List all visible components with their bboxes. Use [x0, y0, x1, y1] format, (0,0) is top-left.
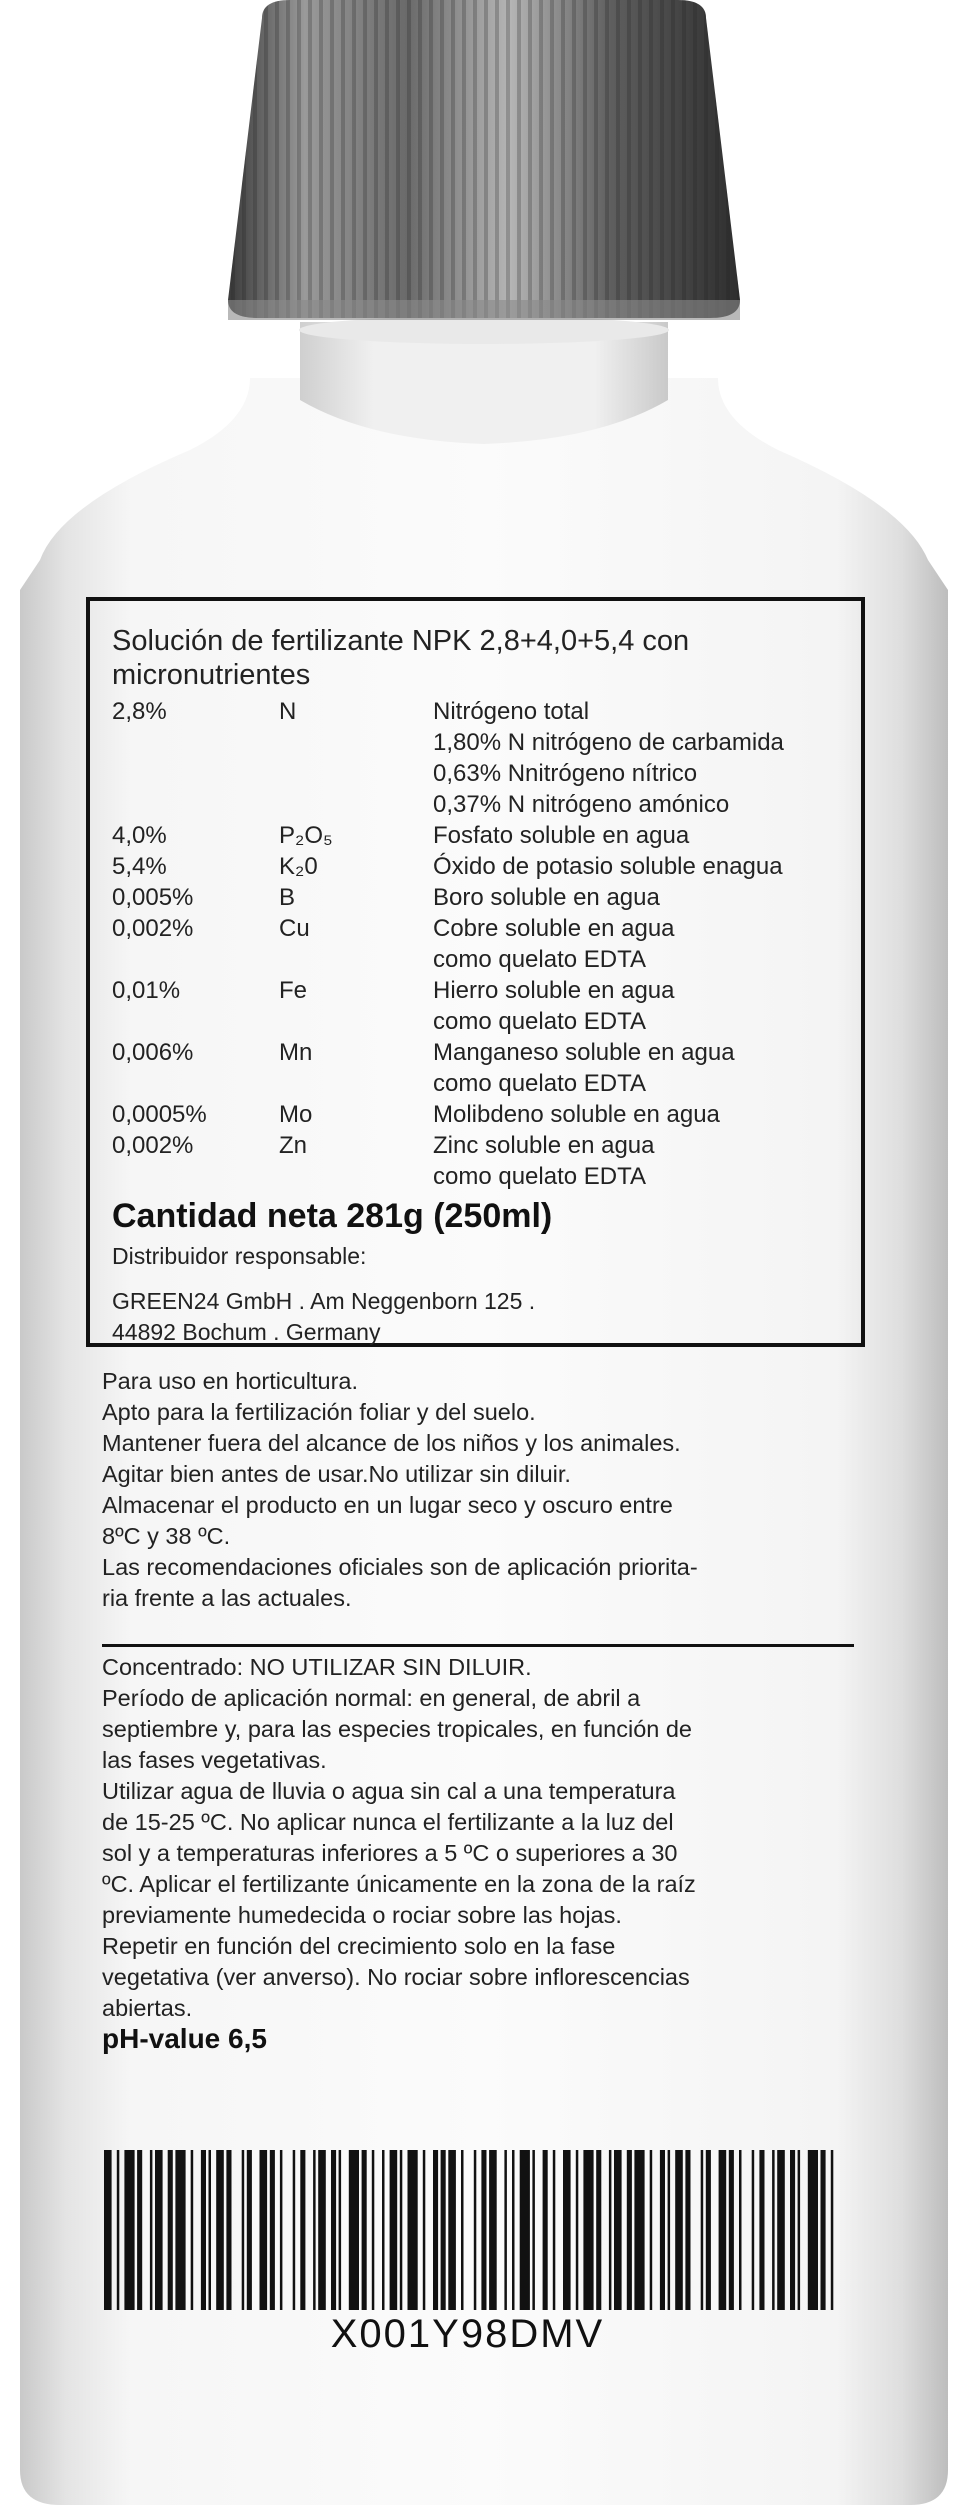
application-line: las fases vegetativas.: [102, 1747, 327, 1773]
barcode-bar: [481, 2150, 486, 2310]
barcode-bar: [382, 2150, 385, 2310]
usage-line: Para uso en horticultura.: [102, 1368, 359, 1394]
barcode-bar: [461, 2150, 464, 2310]
barcode-bar: [739, 2150, 742, 2310]
barcode-bar: [293, 2150, 296, 2310]
barcode-bar: [706, 2150, 711, 2310]
barcode-bar: [313, 2150, 316, 2310]
barcode-bar: [280, 2150, 283, 2310]
barcode-bar: [553, 2150, 556, 2310]
barcode-bar: [117, 2150, 120, 2310]
barcode-bar: [563, 2150, 571, 2310]
barcode-bar: [808, 2150, 818, 2310]
usage-line: Apto para la fertilización foliar y del suelo.: [102, 1399, 536, 1425]
barcode-bar: [614, 2150, 622, 2310]
barcode-bar: [520, 2150, 530, 2310]
barcode-bar: [209, 2150, 212, 2310]
barcode-bar: [155, 2150, 163, 2310]
barcode-bar: [489, 2150, 497, 2310]
product-title: [112, 624, 852, 692]
barcode-bar: [150, 2150, 153, 2310]
usage-line: ria frente a las actuales.: [102, 1585, 352, 1611]
barcode-bar: [390, 2150, 398, 2310]
application-line: vegetativa (ver anverso). No rociar sobre inflorescencias: [102, 1964, 690, 1990]
application-line: abiertas.: [102, 1995, 193, 2021]
barcode-bar: [634, 2150, 644, 2310]
usage-line: Las recomendaciones oficiales son de aplicación priorita-: [102, 1554, 698, 1580]
barcode-bar: [168, 2150, 173, 2310]
application-line: Período de aplicación normal: en general, de abril a: [102, 1685, 641, 1711]
distributor-label: Distribuidor responsable:: [112, 1243, 367, 1269]
title-line-2: micronutrientes: [112, 659, 311, 691]
barcode-bar: [772, 2150, 775, 2310]
usage-line: Mantener fuera del alcance de los niños y los animales.: [102, 1430, 681, 1456]
barcode-bar: [270, 2150, 275, 2310]
barcode-bar: [124, 2150, 134, 2310]
barcode-number: X001Y98DMV: [330, 2312, 605, 2356]
barcode-bar: [576, 2150, 579, 2310]
barcode-bar: [247, 2150, 252, 2310]
barcode-bar: [668, 2150, 671, 2310]
barcode-bar: [104, 2150, 112, 2310]
application-line: previamente humedecida o rociar sobre las hojas.: [102, 1902, 622, 1928]
barcode-bar: [532, 2150, 535, 2310]
barcode-bar: [752, 2150, 755, 2310]
barcode-bar: [400, 2150, 403, 2310]
barcode-bar: [260, 2150, 268, 2310]
barcode: [104, 2150, 834, 2310]
usage-line: 8ºC y 38 ºC.: [102, 1523, 231, 1549]
barcode-bar: [349, 2150, 359, 2310]
barcode-bar: [675, 2150, 683, 2310]
barcode-bar: [650, 2150, 653, 2310]
barcode-bar: [790, 2150, 795, 2310]
barcode-bar: [798, 2150, 801, 2310]
barcode-bar: [777, 2150, 785, 2310]
application-line: Utilizar agua de lluvia o agua sin cal a una temperatura: [102, 1778, 676, 1804]
barcode-bar: [596, 2150, 601, 2310]
distributor-address-1: GREEN24 GmbH . Am Neggenborn 125 .: [112, 1288, 536, 1314]
usage-line: Almacenar el producto en un lugar seco y oscuro entre: [102, 1492, 673, 1518]
application-line: Concentrado: NO UTILIZAR SIN DILUIR.: [102, 1654, 532, 1680]
barcode-bar: [685, 2150, 690, 2310]
barcode-bar: [627, 2150, 632, 2310]
barcode-bar: [362, 2150, 367, 2310]
barcode-bar: [137, 2150, 142, 2310]
barcode-bar: [408, 2150, 418, 2310]
barcode-bar: [719, 2150, 727, 2310]
application-line: sol y a temperaturas inferiores a 5 ºC o superiores a 30: [102, 1840, 678, 1866]
title-line-1: Solución de fertilizante NPK 2,8+4,0+5,4 con: [112, 625, 690, 657]
barcode-bar: [201, 2150, 206, 2310]
barcode-bar: [701, 2150, 704, 2310]
barcode-bar: [609, 2150, 612, 2310]
barcode-bar: [729, 2150, 734, 2310]
barcode-bar: [226, 2150, 231, 2310]
barcode-bar: [474, 2150, 477, 2310]
barcode-bar: [583, 2150, 593, 2310]
barcode-bar: [759, 2150, 764, 2310]
barcode-bar: [543, 2150, 548, 2310]
barcode-bar: [831, 2150, 834, 2310]
barcode-bar: [512, 2150, 515, 2310]
barcode-bar: [331, 2150, 336, 2310]
barcode-bar: [318, 2150, 326, 2310]
barcode-bar: [191, 2150, 194, 2310]
application-line: septiembre y, para las especies tropicales, en función de: [102, 1716, 693, 1742]
barcode-bar: [448, 2150, 456, 2310]
barcode-bar: [175, 2150, 185, 2310]
barcode-bar: [423, 2150, 426, 2310]
barcode-bar: [216, 2150, 224, 2310]
distributor-address-2: 44892 Bochum . Germany: [112, 1319, 381, 1345]
barcode-bar: [821, 2150, 826, 2310]
application-line: de 15-25 ºC. No aplicar nunca el fertilizante a la luz del: [102, 1809, 674, 1835]
ph-value: pH-value 6,5: [102, 2023, 267, 2054]
barcode-bar: [433, 2150, 438, 2310]
barcode-bar: [242, 2150, 245, 2310]
barcode-bar: [372, 2150, 375, 2310]
barcode-bar: [504, 2150, 507, 2310]
barcode-bar: [300, 2150, 305, 2310]
barcode-bar: [339, 2150, 342, 2310]
divider: [102, 1644, 854, 1647]
application-line: Repetir en función del crecimiento solo en la fase: [102, 1933, 616, 1959]
net-quantity: Cantidad neta 281g (250ml): [112, 1197, 553, 1235]
barcode-bar: [660, 2150, 665, 2310]
usage-line: Agitar bien antes de usar.No utilizar sin diluir.: [102, 1461, 571, 1487]
product-label: Solución de fertilizante NPK 2,8+4,0+5,4 con micronutrientes 2,8% N Nitrógeno total 1,80% N nitrógeno de carbamida 0,63% Nnitrógeno nítrico 0,37% N nitrógeno amónico 4,0% P₂O₅ Fosfato soluble en agua 5,4% K₂0 Óxido de potasio soluble enagua 0,005% B Boro soluble en agua 0,002% Cu Cobre soluble en agua como quelato EDTA 0,01% Fe Hierro soluble en agua como quelato EDTA 0,006% Mn Manganeso soluble en agua como quelato EDTA 0,0005% Mo Molibdeno soluble en agua 0,002% Zn Zinc soluble en agua como quelato EDTA Cantidad neta 281g (250ml) Distribuidor responsable: GREEN24 GmbH . Am Neggenborn 125 . 44892 Bochum . Germany Para uso en horticultura. Apto para la fertilización foliar y del suelo. Mantener fuera del alcance de los niños y los animales. Agitar bien antes de usar.No utilizar sin diluir. Almacenar el producto en un lugar seco y oscuro entre 8ºC y 38 ºC. Las recomendaciones oficiales son de aplicación priorita- ria frente a las actuales. Concentrado: NO UTILIZAR SIN DILUIR. Período de aplicación normal: en general, de abril a septiembre y, para las especies tropicales, en función de las fases vegetativas. Utilizar agua de lluvia o agua sin cal a una temperatura de 15-25 ºC. No aplicar nunca el fertilizante a la luz del sol y a temperaturas inferiores a 5 ºC o superiores a 30 ºC. Aplicar el fertilizante únicamente en la zona de la raíz previamente humedecida o rociar sobre las hojas. Repetir en función del crecimiento solo en la fase vegetativa (ver anverso). No rociar sobre inflorescencias abiertas. pH-value 6,5 X001Y98DMV: [0, 0, 968, 2510]
application-line: ºC. Aplicar el fertilizante únicamente en la zona de la raíz: [102, 1871, 696, 1897]
barcode-bar: [441, 2150, 446, 2310]
